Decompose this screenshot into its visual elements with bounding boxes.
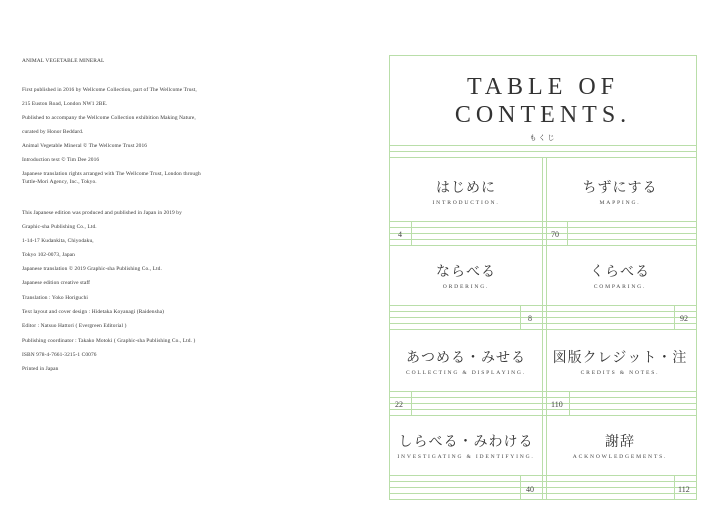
entry-jp: 謝辞 [605, 434, 635, 450]
colophon-line: This Japanese edition was produced and published in Japan in 2019 by [22, 210, 182, 216]
grid-line [389, 397, 697, 398]
grid-line [389, 221, 697, 222]
grid-line [389, 493, 697, 494]
grid-line [389, 409, 697, 410]
colophon-line: Japanese translation rights arranged with The Wellcome Trust, London through [22, 171, 201, 177]
entry-jp: はじめに [436, 180, 496, 196]
colophon-line: Japanese edition creative staff [22, 280, 91, 286]
colophon-line: Text layout and cover design : Hidetaka Koyanagi (Raidensha) [22, 309, 165, 315]
colophon-line: ISBN 978-4-7661-3215-1 C0076 [22, 352, 97, 358]
grid-line [389, 145, 697, 146]
page-number: 70 [551, 230, 559, 239]
colophon-line: Publishing coordinator : Takako Motoki ( Graphic-sha Publishing Co., Ltd. ) [22, 338, 196, 344]
entry-jp: あつめる・みせる [406, 350, 526, 366]
grid-line [389, 323, 697, 324]
colophon-line: Editor : Natsuo Hattori ( Evergreen Editorial ) [22, 323, 127, 329]
grid-line [674, 305, 675, 329]
grid-line [389, 227, 697, 228]
colophon-line: Introduction text © Tim Dee 2016 [22, 157, 100, 163]
table-of-contents [389, 55, 697, 500]
page-number: 110 [551, 400, 563, 409]
page-number: 92 [680, 314, 688, 323]
grid-line [411, 221, 412, 245]
grid-line [569, 391, 570, 415]
colophon-line: 1-14-17 Kudankita, Chiyodaku, [22, 238, 94, 244]
colophon-line: 215 Euston Road, London NW1 2BE. [22, 101, 108, 107]
grid-line [520, 305, 521, 329]
entry-jp: くらべる [590, 264, 650, 280]
grid-line [389, 55, 697, 56]
page-number: 112 [678, 485, 690, 494]
grid-line [389, 157, 697, 158]
grid-line [389, 329, 697, 330]
grid-line [389, 391, 697, 392]
page-number: 4 [398, 230, 402, 239]
grid-line [389, 151, 697, 152]
page-number: 22 [395, 400, 403, 409]
colophon-line: Graphic-sha Publishing Co., Ltd. [22, 224, 97, 230]
toc-title-line1: TABLE OF [466, 74, 620, 100]
grid-line [389, 311, 697, 312]
grid-line [411, 391, 412, 415]
entry-en: INTRODUCTION. [432, 200, 500, 206]
grid-line [520, 475, 521, 499]
colophon-line: First published in 2016 by Wellcome Collection, part of The Wellcome Trust, [22, 87, 197, 93]
page-number: 40 [526, 485, 534, 494]
grid-line [389, 233, 697, 234]
entry-en: INVESTIGATING & IDENTIFYING. [397, 454, 535, 460]
colophon-line: Tokyo 102-0073, Japan [22, 252, 75, 258]
colophon-line: Printed in Japan [22, 366, 59, 372]
entry-en: COLLECTING & DISPLAYING. [406, 370, 526, 376]
grid-line [389, 305, 697, 306]
grid-line [674, 475, 675, 499]
colophon-line: Japanese translation © 2019 Graphic-sha Publishing Co., Ltd. [22, 266, 162, 272]
grid-line [389, 499, 697, 500]
entry-jp: 図版クレジット・注 [552, 350, 688, 366]
grid-line [389, 403, 697, 404]
colophon-line: Translation : Yoko Horiguchi [22, 295, 89, 301]
grid-line [567, 221, 568, 245]
toc-title-jp: もくじ [529, 134, 557, 142]
colophon-line: Published to accompany the Wellcome Collection exhibition Making Nature, [22, 115, 196, 121]
grid-line [389, 481, 697, 482]
toc-title-line2: CONTENTS. [454, 102, 632, 128]
entry-en: MAPPING. [599, 200, 641, 206]
entry-jp: ならべる [436, 264, 496, 280]
grid-line [389, 475, 697, 476]
entry-en: CREDITS & NOTES. [580, 370, 660, 376]
grid-line [389, 487, 697, 488]
entry-en: ORDERING. [442, 284, 490, 290]
entry-en: COMPARING. [593, 284, 647, 290]
entry-jp: ちずにする [582, 180, 658, 196]
colophon-line: curated by Honor Beddard. [22, 129, 84, 135]
page-number: 8 [528, 314, 532, 323]
colophon-line: Animal Vegetable Mineral © The Wellcome Trust 2016 [22, 143, 148, 149]
grid-line [389, 317, 697, 318]
grid-line [389, 245, 697, 246]
colophon-line: Tuttle-Mori Agency, Inc., Tokyo. [22, 179, 97, 185]
book-title: ANIMAL VEGETABLE MINERAL [22, 58, 105, 64]
entry-jp: しらべる・みわける [398, 434, 534, 450]
grid-line [389, 239, 697, 240]
grid-line [389, 415, 697, 416]
entry-en: ACKNOWLEDGEMENTS. [572, 454, 668, 460]
